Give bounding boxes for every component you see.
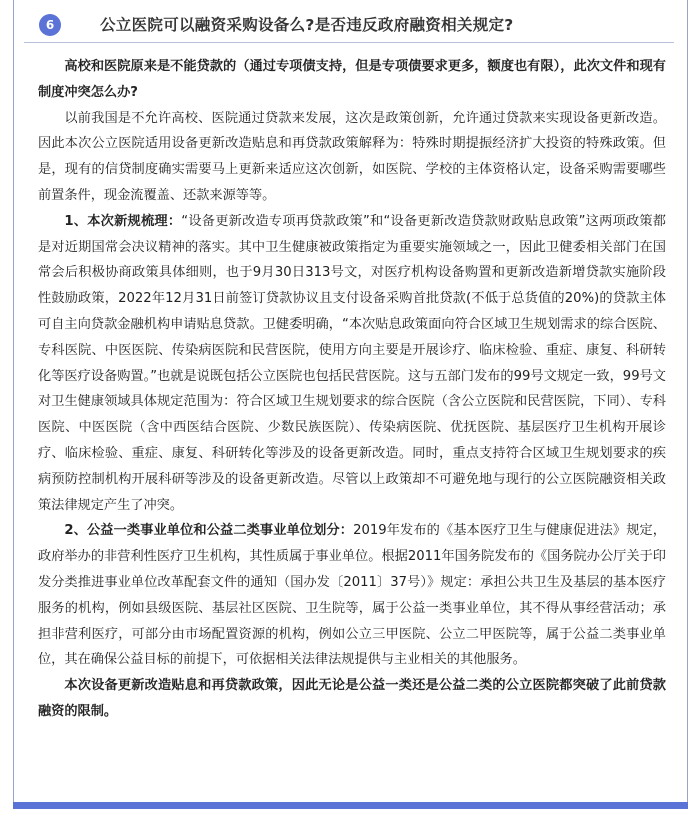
intro-paragraph: 以前我国是不允许高校、医院通过贷款来发展，这次是政策创新，允许通过贷款来实现设备更新改造。因此本次公立医院适用设备更新改造贴息和再贷款政策解释为：特殊时期提振经济扩大投资的特殊政策。但是，现有的信贷制度确实需要马上更新来适应这次创新，如医院、学校的主体资格认定，设备采购需要哪些前置条件，现金流覆盖、还款来源等等。 bbox=[38, 110, 666, 203]
question-paragraph: 高校和医院原来是不能贷款的（通过专项债支持，但是专项债要求更多，额度也有限），此次文件和现有制度冲突怎么办? bbox=[38, 59, 666, 100]
bottom-accent-bar bbox=[13, 802, 688, 809]
section-2-paragraph bbox=[38, 518, 666, 673]
title-divider bbox=[24, 42, 674, 43]
section-2-body: 2019年发布的《基本医疗卫生与健康促进法》规定，政府举办的非营利性医疗卫生机构，其性质属于事业单位。根据2011年国务院发布的《国务院办公厅关于印发分类推进事业单位改革配套文件的通知（国办发〔2011〕37号）》规定：承担公共卫生及基层的基本医疗服务的机构，例如县级医院、基层社区医院、卫生院等，属于公益一类事业单位，其不得从事经营活动；承担非营利医疗，可部分由市场配置资源的机构，例如公立三甲医院、公立二甲医院等，属于公益二类事业单位，其在确保公益目标的前提下，可依据相关法律法规提供与主业相关的其他服务。 bbox=[38, 523, 666, 668]
article-body bbox=[38, 54, 666, 725]
section-title: 公立医院可以融资采购设备么?是否违反政府融资相关规定? bbox=[100, 16, 514, 34]
section-number-badge: 6 bbox=[39, 14, 61, 36]
conclusion-paragraph: 本次设备更新改造贴息和再贷款政策，因此无论是公益一类还是公益二类的公立医院都突破了此前贷款融资的限制。 bbox=[38, 678, 666, 719]
section-1-body: “设备更新改造专项再贷款政策”和“设备更新改造贷款财政贴息政策”这两项政策都是对近期国常会决议精神的落实。其中卫生健康被政策指定为重要实施领域之一，因此卫健委相关部门在国常会后积极协商政策具体细则，也于9月30日313号文，对医疗机构设备购置和更新改造新增贷款实施阶段性鼓励政策，2022年12月31日前签订贷款协议且支付设备采购首批贷款(不低于总货值的20%)的贷款主体可自主向贷款金融机构申请贴息贷款。卫健委明确，“本次贴息政策面向符合区域卫生规划需求的综合医院、专科医院、中医医院、传染病医院和民营医院，使用方向主要是开展诊疗、临床检验、重症、康复、科研转化等医疗设备购置。”也就是说既包括公立医院也包括民营医院。这与五部门发布的99号文规定一致，99号文对卫生健康领域具体规定范围为：符合区域卫生规划要求的综合医院（含公立医院和民营医院，下同）、专科医院、中医医院（含中西医结合医院、少数民族医院）、传染病医院、优抚医院、基层医疗卫生机构开展诊疗、临床检验、重症、康复、科研转化等涉及的设备更新改造。同时，重点支持符合区域卫生规划要求的疾病预防控制机构开展科研等涉及的设备更新改造。尽管以上政策却不可避免地与现行的公立医院融资相关政策法律规定产生了冲突。 bbox=[38, 213, 666, 513]
section-2-heading: 2、公益一类事业单位和公益二类事业单位划分： bbox=[64, 523, 354, 539]
section-1-paragraph bbox=[38, 209, 666, 519]
section-header bbox=[24, 10, 674, 42]
section-1-heading: 1、本次新规梳理： bbox=[64, 213, 182, 229]
